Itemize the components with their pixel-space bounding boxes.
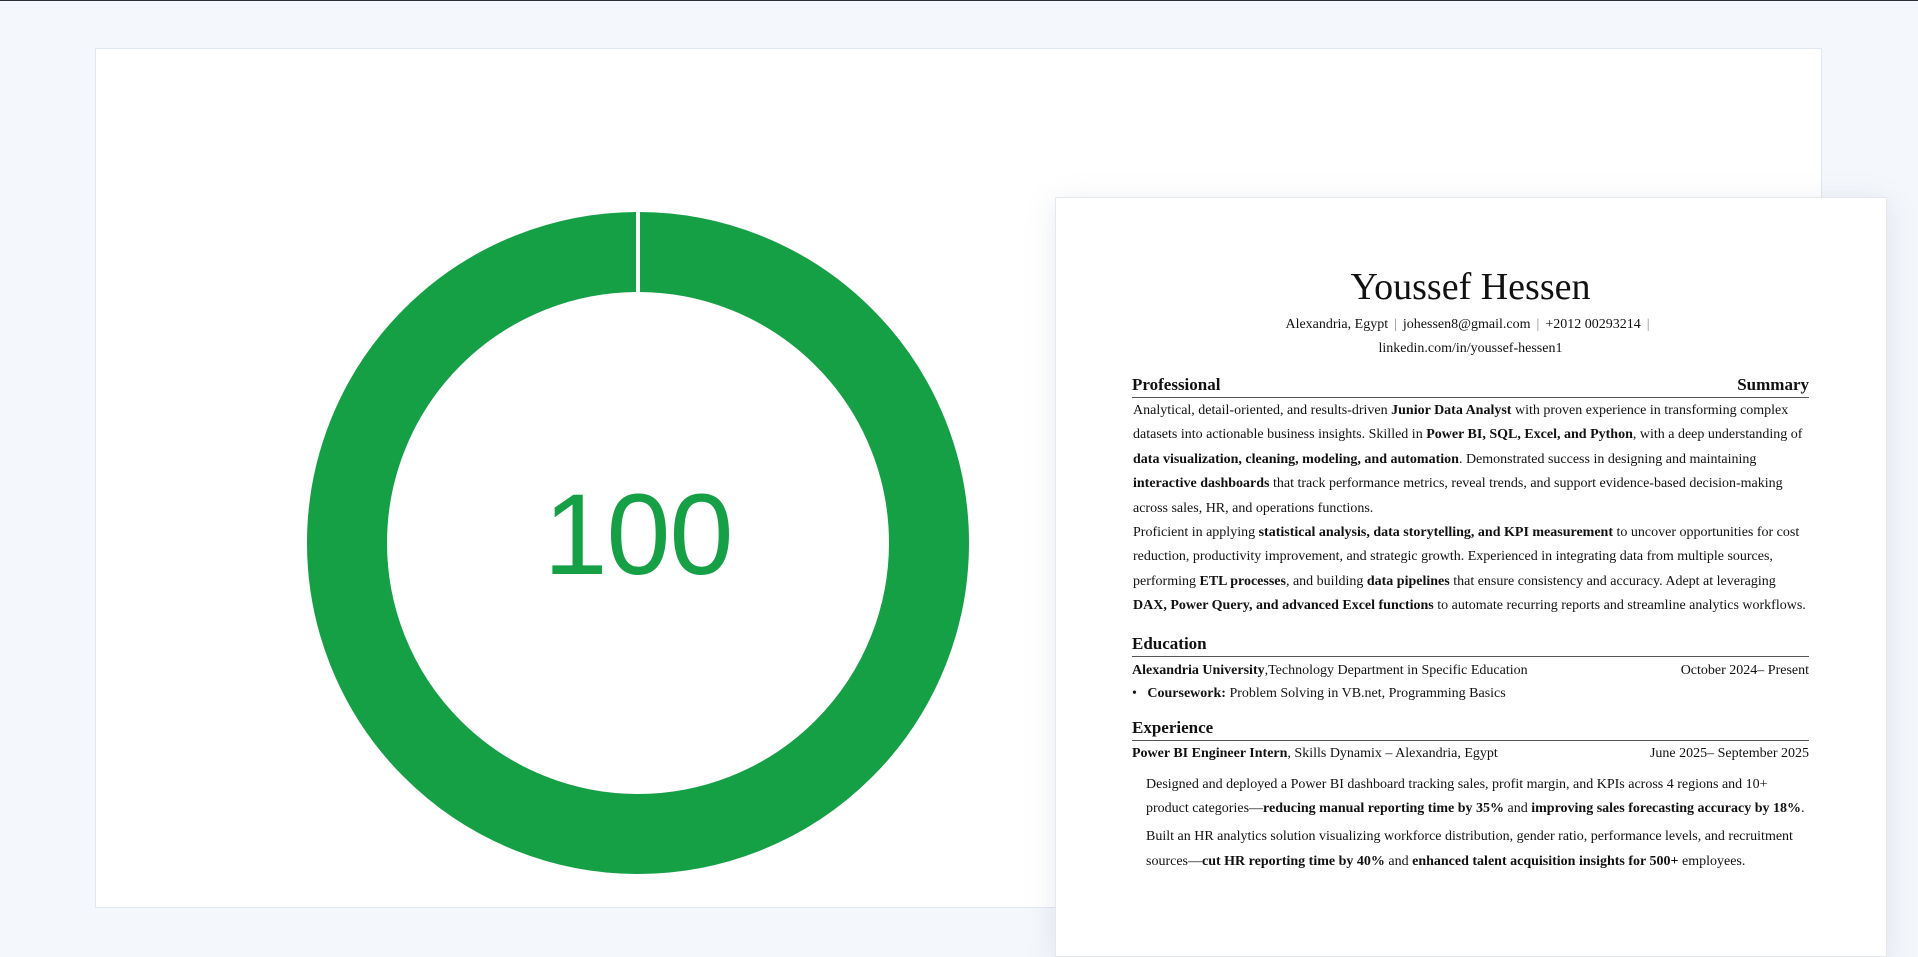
experience-bullet-1: Designed and deployed a Power BI dashboard tracking sales, profit margin, and KPIs across 4 regions and 10+ product categories—reducing manual reporting time by 35% and improving sales forecasting accuracy by 18%. (1146, 776, 1805, 817)
contact-separator: | (1394, 317, 1397, 332)
resume-preview (1055, 197, 1887, 957)
contact-separator: | (1646, 317, 1650, 332)
experience-heading: Experience (1132, 717, 1809, 741)
summary-paragraph-1: Analytical, detail-oriented, and results-driven Junior Data Analyst with proven experience in transforming complex datasets into actionable business insights. Skilled in Power BI, SQL, Excel, and Python, with a deep understanding of data visualization, cleaning, modeling, and automation. Demonstrated success in designing and maintaining interactive dashboards that track performance metrics, reveal trends, and support evidence-based decision-making across sales, HR, and operations functions. (1133, 403, 1803, 516)
resume-contact (1132, 313, 1809, 361)
contact-separator: | (1536, 317, 1540, 332)
experience-role: Power BI Engineer Intern (1132, 745, 1288, 761)
summary-heading-right: Summary (1737, 375, 1809, 394)
summary-heading (1132, 374, 1809, 398)
summary-heading-left: Professional (1132, 375, 1221, 394)
summary-paragraph-2: Proficient in applying statistical analysis, data storytelling, and KPI measurement to uncover opportunities for cost reduction, productivity improvement, and strategic growth. Experienced in integrating data from multiple sources, performing ETL processes, and building data pipelines that ensure consistency and accuracy. Adept at leveraging DAX, Power Query, and advanced Excel functions to automate recurring reports and streamline analytics workflows. (1133, 525, 1806, 614)
experience-bullet-2: Built an HR analytics solution visualizing workforce distribution, gender ratio, performance levels, and recruitment sources—cut HR reporting time by 40% and enhanced talent acquisition insights for 500+ employees. (1146, 829, 1793, 869)
score-value: 100 (543, 471, 733, 599)
report-card (95, 48, 1822, 908)
education-dates: October 2024– Present (1680, 662, 1809, 678)
education-department: ,Technology Department in Specific Education (1264, 662, 1528, 678)
contact-phone: +2012 00293214 (1545, 317, 1641, 332)
experience-company: , Skills Dynamix – Alexandria, Egypt (1287, 745, 1498, 761)
score-gauge (306, 211, 970, 875)
experience-dates: June 2025– September 2025 (1649, 745, 1809, 761)
experience-entry (1132, 742, 1809, 766)
education-school: Alexandria University (1132, 662, 1265, 678)
contact-location: Alexandria, Egypt (1285, 317, 1389, 332)
education-entry (1132, 659, 1809, 683)
education-heading: Education (1132, 633, 1809, 657)
resume-name: Youssef Hessen (1350, 266, 1591, 308)
contact-email: johessen8@gmail.com (1402, 317, 1531, 332)
education-coursework: • Coursework: Problem Solving in VB.net, Programming Basics (1132, 682, 1809, 706)
contact-linkedin: linkedin.com/in/youssef-hessen1 (1378, 341, 1563, 356)
